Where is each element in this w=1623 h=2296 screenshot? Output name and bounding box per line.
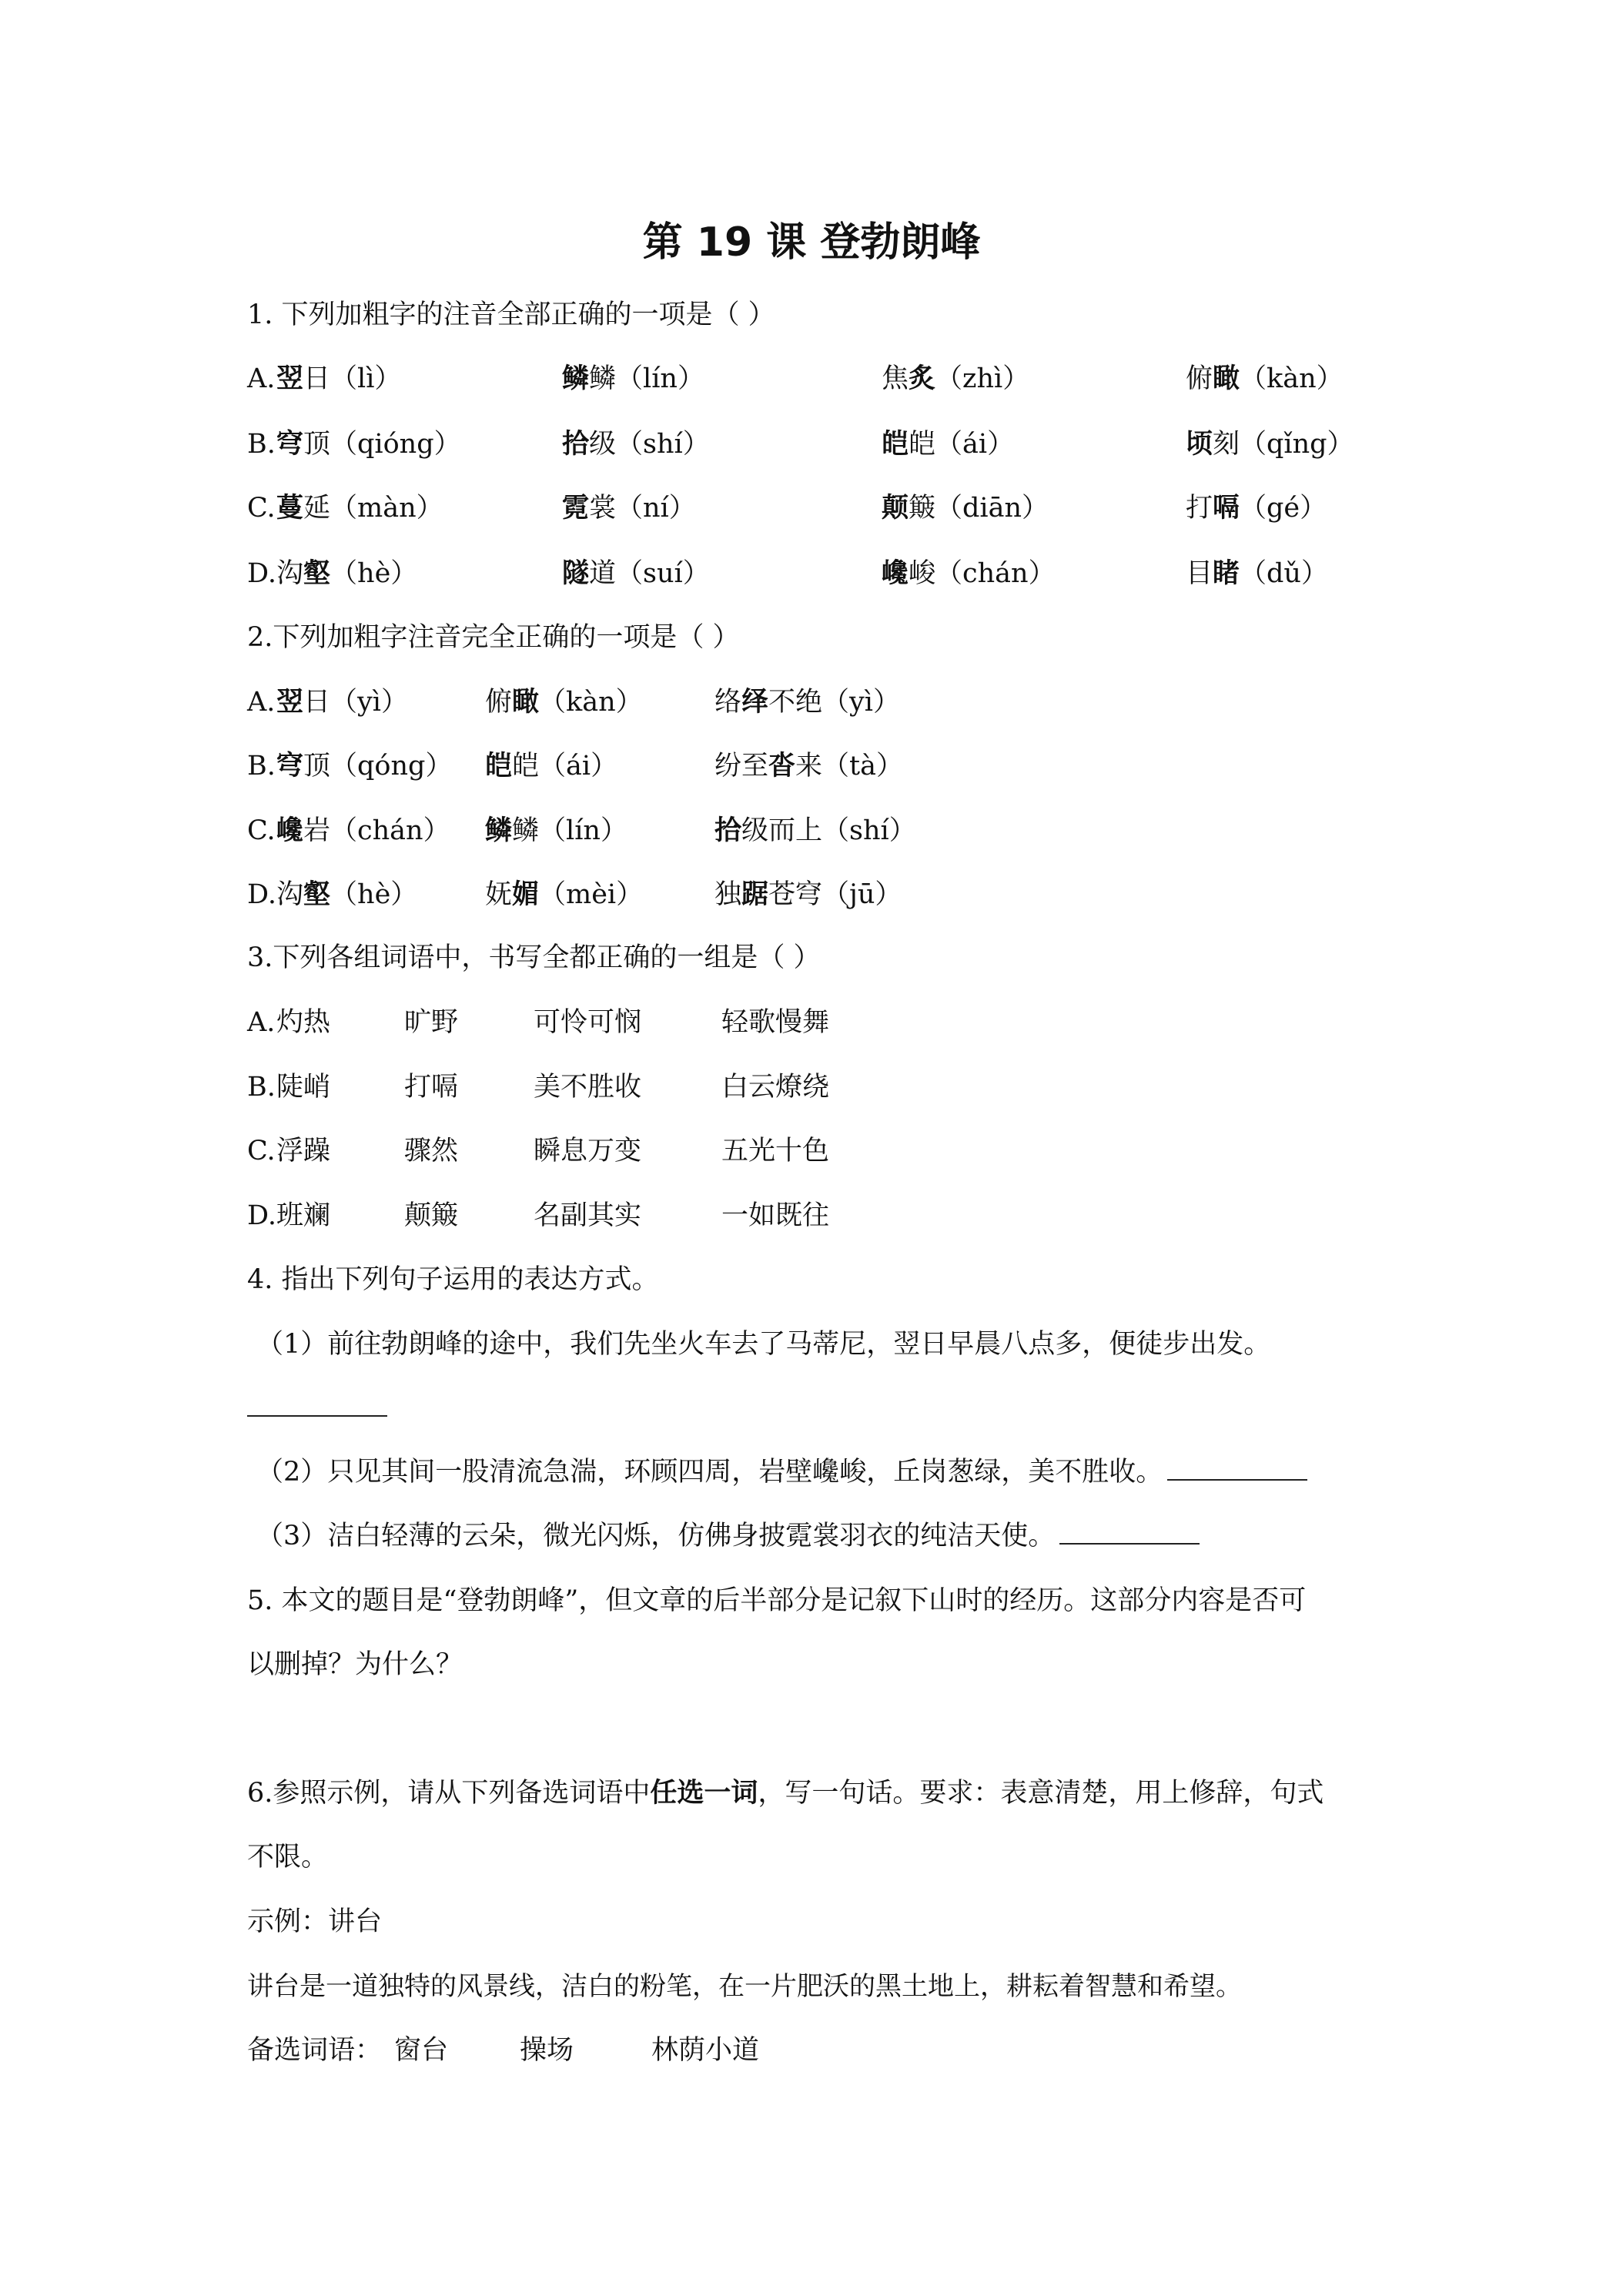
q1-option-label: B. xyxy=(247,429,276,460)
q1-item-pinyin: 刻（qǐng） xyxy=(1213,429,1354,460)
q2-item-pinyin: 岩（chán） xyxy=(303,815,450,846)
q1-item-pinyin: （kàn） xyxy=(1240,363,1344,394)
q1-item-pinyin: （gé） xyxy=(1240,493,1327,524)
q1-item-bold-char: 颠 xyxy=(882,492,909,524)
q2-item-plain: 络 xyxy=(714,687,742,718)
q2-option-label: C. xyxy=(247,815,276,846)
q2-item-pinyin: 日（yì） xyxy=(303,687,408,718)
q2-choice-item xyxy=(276,878,417,912)
q1-item-bold-char: 嗝 xyxy=(1213,492,1240,524)
q4-answer-blank-1[interactable] xyxy=(247,1414,387,1417)
q2-item-plain: 独 xyxy=(714,879,742,910)
q1-choice-item xyxy=(562,491,696,525)
q4-sentence-2 xyxy=(256,1455,1307,1489)
q6-option-1: 窗台 xyxy=(394,2035,449,2066)
q3-option-label: A. xyxy=(247,1007,276,1038)
q3-word: 五光十色 xyxy=(721,1136,830,1166)
q2-item-pinyin: 皑（ái） xyxy=(512,751,618,782)
q2-choice-item xyxy=(485,814,627,848)
q2-item-bold-char: 巉 xyxy=(276,815,304,846)
q2-choice-item xyxy=(714,878,902,912)
q1-option-label: C. xyxy=(247,493,276,524)
q2-item-pinyin: 苍穹（jū） xyxy=(768,879,902,910)
q3-word: 打嗝 xyxy=(404,1072,459,1103)
q1-choice-item xyxy=(562,427,710,461)
q1-item-pinyin: 皑（ái） xyxy=(909,429,1015,460)
q2-item-plain: 俯 xyxy=(485,687,513,718)
q2-choice-item xyxy=(276,685,408,719)
q2-item-bold-char: 翌 xyxy=(276,686,304,718)
q3-option-label: C. xyxy=(247,1136,276,1166)
q1-item-bold-char: 翌 xyxy=(276,363,304,394)
q1-item-pinyin: 裳（ní） xyxy=(589,493,696,524)
q3-word: 浮躁 xyxy=(276,1136,331,1166)
q3-word: 颠簸 xyxy=(404,1200,459,1231)
q2-choice-item xyxy=(714,814,916,848)
q2-item-bold-char: 绎 xyxy=(741,686,769,718)
q1-choice-item xyxy=(1186,491,1327,525)
q1-item-pinyin: 顶（qióng） xyxy=(303,429,461,460)
q1-item-pinyin: 延（màn） xyxy=(303,493,443,524)
q2-item-pinyin: 不绝（yì） xyxy=(768,687,900,718)
q1-item-bold-char: 睹 xyxy=(1213,557,1240,589)
q1-item-bold-char: 蔓 xyxy=(276,492,304,524)
q2-choice-item xyxy=(714,749,903,783)
q2-choice-item xyxy=(485,685,643,719)
q1-item-plain: 焦 xyxy=(882,363,909,394)
q6-stem-pre: 6.参照示例，请从下列备选词语中 xyxy=(247,1778,651,1809)
q1-choice-item xyxy=(276,362,401,396)
q1-choice-item xyxy=(276,491,443,525)
q2-choice-item xyxy=(276,814,450,848)
q1-item-pinyin: 簸（diān） xyxy=(909,493,1049,524)
q3-word: 可怜可悯 xyxy=(534,1007,642,1038)
q1-option-label: A. xyxy=(247,363,276,394)
q2-item-plain: 妩 xyxy=(485,879,513,910)
q1-item-bold-char: 巉 xyxy=(882,557,909,589)
q6-option-3: 林荫小道 xyxy=(651,2035,760,2066)
q1-item-pinyin: （hè） xyxy=(330,558,418,589)
page-title: 第 19 课 登勃朗峰 xyxy=(642,219,981,266)
q1-option-label: D. xyxy=(247,558,276,589)
q1-choice-item xyxy=(882,427,1014,461)
q1-item-plain: 沟 xyxy=(276,558,304,589)
q2-item-plain: 纷至 xyxy=(714,751,769,782)
q1-item-pinyin: 鳞（lín） xyxy=(589,363,704,394)
q3-word: 灼热 xyxy=(276,1007,331,1038)
q3-word: 轻歌慢舞 xyxy=(721,1007,830,1038)
q2-item-pinyin: （mèi） xyxy=(539,879,644,910)
q4-answer-blank-3[interactable] xyxy=(1059,1520,1200,1545)
q3-word: 旷野 xyxy=(404,1007,459,1038)
q1-choice-item xyxy=(1186,427,1354,461)
q1-item-bold-char: 霓 xyxy=(562,492,590,524)
q1-choice-item xyxy=(276,427,461,461)
q2-item-pinyin: 级而上（shí） xyxy=(741,815,916,846)
q1-item-plain: 俯 xyxy=(1186,363,1213,394)
q6-stem-line-2: 不限。 xyxy=(247,1842,329,1873)
q1-item-pinyin: （dǔ） xyxy=(1240,558,1328,589)
q2-item-pinyin: 顶（qóng） xyxy=(303,751,453,782)
q1-choice-item xyxy=(276,557,417,591)
q6-stem-post: ，写一句话。要求：表意清楚，用上修辞，句式 xyxy=(758,1778,1324,1809)
q1-choice-item xyxy=(882,362,1029,396)
q1-item-pinyin: 日（lì） xyxy=(303,363,402,394)
q2-option-label: D. xyxy=(247,879,276,910)
q2-item-bold-char: 皑 xyxy=(485,750,513,782)
q1-item-bold-char: 瞰 xyxy=(1213,363,1240,394)
q1-item-bold-char: 皑 xyxy=(882,428,909,460)
q6-stem-line-1 xyxy=(247,1776,1323,1810)
q1-item-pinyin: 道（suí） xyxy=(589,558,710,589)
q3-option-label: D. xyxy=(247,1200,276,1231)
q2-choice-item xyxy=(276,749,452,783)
q1-choice-item xyxy=(562,362,704,396)
q1-choice-item xyxy=(1186,362,1344,396)
q6-stem-bold: 任选一词 xyxy=(650,1777,758,1809)
q6-option-2: 操场 xyxy=(520,2035,574,2066)
q1-choice-item xyxy=(1186,557,1328,591)
q4-stem: 4. 指出下列句子运用的表达方式。 xyxy=(247,1264,659,1295)
q3-stem: 3.下列各组词语中，书写全都正确的一组是（ ） xyxy=(247,942,821,973)
q6-options-label: 备选词语： xyxy=(247,2035,383,2066)
q3-word: 一如既往 xyxy=(721,1200,830,1231)
q1-choice-item xyxy=(882,557,1056,591)
q2-item-bold-char: 壑 xyxy=(303,879,331,910)
q2-choice-item xyxy=(714,685,900,719)
q1-item-bold-char: 隧 xyxy=(562,557,590,589)
q3-word: 班斓 xyxy=(276,1200,331,1231)
q1-item-pinyin: 峻（chán） xyxy=(909,558,1056,589)
q4-sentence-1: （1）前往勃朗峰的途中，我们先坐火车去了马蒂尼，翌日早晨八点多，便徒步出发。 xyxy=(256,1329,1271,1360)
q1-item-bold-char: 拾 xyxy=(562,428,590,460)
q2-item-bold-char: 拾 xyxy=(714,815,742,846)
q3-option-label: B. xyxy=(247,1072,276,1103)
q5-stem-line-2: 以删掉？为什么？ xyxy=(247,1649,463,1680)
q6-options xyxy=(247,2033,382,2067)
q3-word: 骤然 xyxy=(404,1136,459,1166)
q1-item-bold-char: 鳞 xyxy=(562,363,590,394)
q1-item-bold-char: 顷 xyxy=(1186,428,1213,460)
q1-item-plain: 打 xyxy=(1186,493,1213,524)
q2-item-pinyin: 鳞（lín） xyxy=(512,815,627,846)
q1-item-bold-char: 穹 xyxy=(276,428,304,460)
q2-item-bold-char: 媚 xyxy=(512,879,540,910)
q1-item-bold-char: 壑 xyxy=(303,557,331,589)
q4-sentence-2-text: （2）只见其间一股清流急湍，环顾四周，岩壁巉峻，丘岗葱绿，美不胜收。 xyxy=(256,1457,1163,1488)
q3-word: 陡峭 xyxy=(276,1072,331,1103)
q2-choice-item xyxy=(485,749,617,783)
q1-item-plain: 目 xyxy=(1186,558,1213,589)
q2-item-pinyin: （hè） xyxy=(330,879,418,910)
q3-word: 瞬息万变 xyxy=(534,1136,642,1166)
q3-word: 白云燎绕 xyxy=(721,1072,830,1103)
q4-answer-blank-2[interactable] xyxy=(1167,1456,1307,1481)
q2-stem: 2.下列加粗字注音完全正确的一项是（ ） xyxy=(247,622,740,653)
q6-example-text: 讲台是一道独特的风景线，洁白的粉笔，在一片肥沃的黑土地上，耕耘着智慧和希望。 xyxy=(247,1971,1242,2002)
q2-choice-item xyxy=(485,878,643,912)
q2-item-plain: 沟 xyxy=(276,879,304,910)
q4-sentence-3 xyxy=(256,1519,1200,1553)
q2-item-bold-char: 穹 xyxy=(276,750,304,782)
q2-item-bold-char: 瞰 xyxy=(512,686,540,718)
q1-item-bold-char: 炙 xyxy=(909,363,936,394)
q2-option-label: B. xyxy=(247,751,276,782)
q5-stem-line-1: 5. 本文的题目是“登勃朗峰”，但文章的后半部分是记叙下山时的经历。这部分内容是否可 xyxy=(247,1585,1307,1616)
q1-item-pinyin: （zhì） xyxy=(935,363,1030,394)
q4-sentence-3-text: （3）洁白轻薄的云朵，微光闪烁，仿佛身披霓裳羽衣的纯洁天使。 xyxy=(256,1521,1056,1551)
q3-word: 美不胜收 xyxy=(534,1072,642,1103)
q2-item-pinyin: 来（tà） xyxy=(795,751,903,782)
q2-item-pinyin: （kàn） xyxy=(539,687,643,718)
q2-item-bold-char: 鳞 xyxy=(485,815,513,846)
q1-choice-item xyxy=(882,491,1049,525)
q1-stem: 1. 下列加粗字的注音全部正确的一项是（ ） xyxy=(247,300,775,330)
q2-item-bold-char: 踞 xyxy=(741,879,769,910)
q3-word: 名副其实 xyxy=(534,1200,642,1231)
q2-option-label: A. xyxy=(247,687,276,718)
q1-choice-item xyxy=(562,557,710,591)
q1-item-pinyin: 级（shí） xyxy=(589,429,710,460)
q6-example-label: 示例：讲台 xyxy=(247,1906,383,1937)
q2-item-bold-char: 沓 xyxy=(768,750,796,782)
